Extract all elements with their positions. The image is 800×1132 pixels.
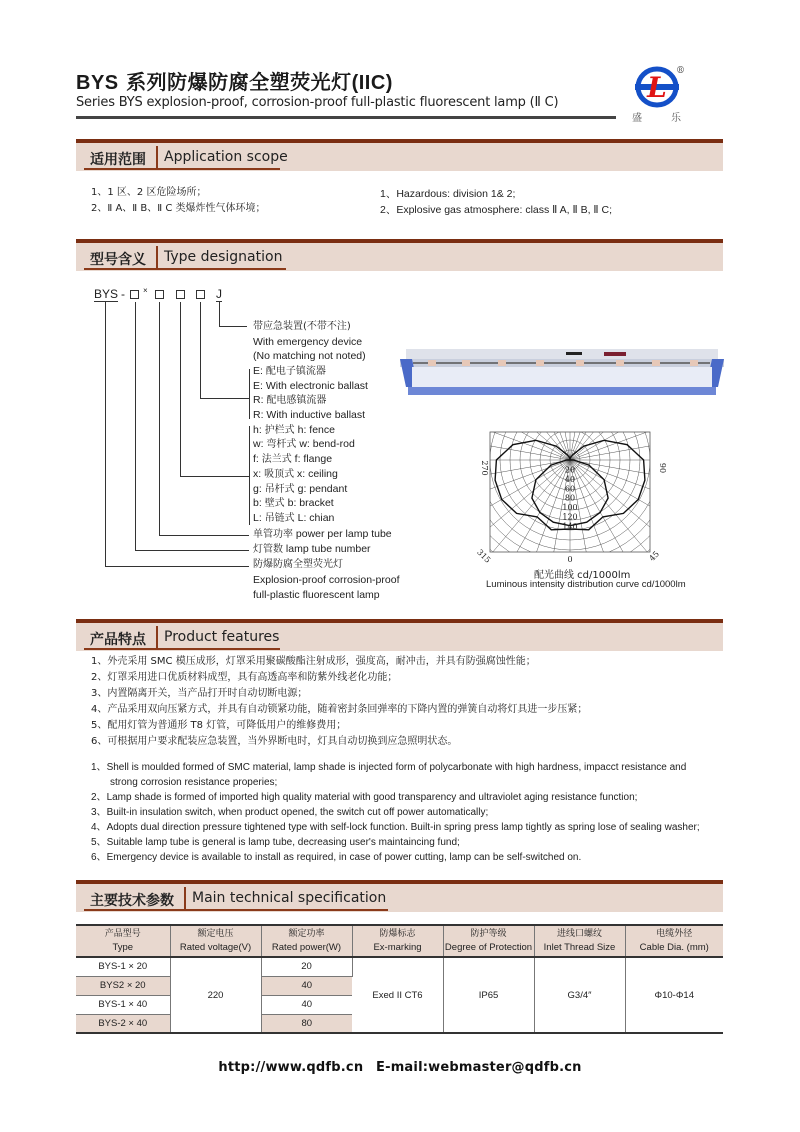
feature-en-continuation: strong corrosion resistance properies; [110, 777, 278, 788]
label-emergency-en: With emergency device [253, 336, 363, 348]
angle-label-90: 90 [658, 462, 667, 474]
connector-line [135, 550, 249, 551]
connector-line [180, 302, 181, 477]
angle-label-315: 315 [475, 547, 493, 565]
section-divider [184, 887, 186, 911]
spec-table [76, 924, 723, 1034]
feature-cn-item: 5、配用灯管为普通形 T8 灯管，可降低用户的维修费用； [91, 720, 347, 731]
label-product-en-1: Explosion-proof corrosion-proof [253, 574, 400, 586]
section-title-cn: 适用范围 [90, 152, 146, 168]
footer-url[interactable]: http://www.qdfb.cn [218, 1060, 364, 1075]
radial-tick-label: 120 [562, 512, 578, 522]
code-suffix: J [216, 287, 222, 301]
label-power: 单管功率 power per lamp tube [253, 528, 392, 540]
feature-cn-item: 3、内置隔离开关，当产品打开时自动切断电源； [91, 688, 308, 699]
label-emergency-cn: 带应急装置(不带不注) [253, 321, 351, 332]
section-title-en: Main technical specification [192, 890, 387, 906]
section-title-en: Product features [164, 629, 280, 645]
label-emergency-note: (No matching not noted) [253, 350, 366, 362]
connector-line [200, 302, 201, 399]
header-type: 产品型号 Type [76, 925, 170, 957]
connector-line [105, 302, 106, 567]
label-inductive-cn: R: 配电感镇流器 [253, 394, 327, 406]
feature-en-item: 5、Suitable lamp tube is general is lamp tube, decreasing user's maintaincing fund; [91, 837, 460, 848]
title-suffix: (IIC) [351, 72, 393, 94]
luminous-distribution-chart [470, 428, 670, 571]
cell-type: BYS-2 × 40 [76, 1014, 170, 1033]
feature-cn-item: 2、灯罩采用进口优质材料成型，具有高透高率和防紫外线老化功能； [91, 672, 398, 683]
section-divider [156, 626, 158, 650]
label-flange: f: 法兰式 f: flange [253, 453, 333, 465]
radial-tick-label: 80 [564, 493, 576, 503]
label-inductive-en: R: With inductive ballast [253, 409, 366, 421]
table-row [76, 957, 723, 976]
section-underline [84, 909, 388, 911]
section-underline [84, 268, 286, 270]
label-tube-number: 灯管数 lamp tube number [253, 543, 371, 555]
section-underline [84, 168, 280, 170]
header-protection: 防护等级 Degree of Protection [443, 925, 534, 957]
title-cn: 系列防爆防腐全塑荧光灯 [126, 70, 352, 94]
header-thread: 进线口螺纹 Inlet Thread Size [534, 925, 625, 957]
cell-cable: Φ10-Φ14 [625, 957, 723, 1033]
section-header-type [76, 239, 723, 271]
connector-line [180, 476, 249, 477]
footer-contact [0, 1060, 800, 1075]
radial-tick-label: 140 [562, 522, 578, 531]
header-voltage: 额定电压 Rated voltage(V) [170, 925, 261, 957]
bracket-line [249, 426, 250, 525]
feature-cn-item: 1、外壳采用 SMC 模压成形，灯罩采用聚碳酸酯注射成形，强度高，耐冲击，并具有防强腐蚀性能； [91, 656, 536, 667]
registered-mark: ® [676, 66, 685, 76]
angle-label-270: 270 [480, 460, 489, 476]
label-pendant: g: 吊杆式 g: pendant [253, 483, 348, 495]
logo-letter: L [647, 71, 667, 104]
title-prefix: BYS [76, 72, 119, 94]
cell-type: BYS-1 × 40 [76, 995, 170, 1014]
section-divider [156, 246, 158, 270]
application-en-1: 1、Hazardous: division 1& 2; [380, 188, 516, 200]
connector-line [159, 302, 160, 535]
code-box-tube-number [130, 290, 139, 299]
cell-power: 20 [261, 957, 352, 976]
radial-tick-label: 100 [562, 503, 578, 513]
feature-en-item: 4、Adopts dual direction pressure tightened type with self-lock function. Built-in spring press lamp tightly as spring lose of sealing washer; [91, 822, 700, 833]
section-divider [156, 146, 158, 170]
section-header-spec [76, 880, 723, 912]
angle-label-45: 45 [647, 549, 662, 564]
table-header-row [76, 925, 723, 957]
label-electronic-cn: E: 配电子镇流器 [253, 365, 326, 377]
cell-type: BYS2 × 20 [76, 976, 170, 995]
chart-subtitle: Luminous intensity distribution curve cd/1000lm [486, 579, 686, 590]
code-box-ballast [196, 290, 205, 299]
cell-type: BYS-1 × 20 [76, 957, 170, 976]
cell-thread: G3/4″ [534, 957, 625, 1033]
bracket-line [249, 369, 250, 419]
header-cable: 电缆外径 Cable Dia. (mm) [625, 925, 723, 957]
section-title-cn: 主要技术参数 [90, 893, 174, 909]
logo-text-left: 盛 [632, 113, 642, 124]
cell-power: 40 [261, 976, 352, 995]
angle-label-0: 0 [567, 555, 573, 564]
label-product-en-2: full-plastic fluorescent lamp [253, 589, 380, 601]
code-times: × [143, 286, 148, 295]
radial-tick-label: 60 [564, 484, 576, 494]
lamp-product-image [398, 343, 726, 403]
page-title [76, 66, 393, 95]
feature-en-item: 1、Shell is moulded formed of SMC material, lamp shade is injected form of polycarbonate with high hardness, impacct resistance and [91, 762, 687, 773]
cell-power: 40 [261, 995, 352, 1014]
code-box-power [155, 290, 164, 299]
cell-power: 80 [261, 1014, 352, 1033]
application-cn-1: 1、1 区、2 区危险场所； [91, 187, 207, 198]
section-underline [84, 648, 280, 650]
connector-line [159, 535, 249, 536]
feature-en-item: 6、Emergency device is available to install as required, in case of power cutting, lamp can be self-switched on. [91, 852, 582, 863]
section-title-en: Type designation [164, 249, 283, 265]
section-title-cn: 产品特点 [90, 632, 146, 648]
feature-en-item: 3、Built-in insulation switch, when product opened, the switch cut off power automatically; [91, 807, 489, 818]
chart-title: 配光曲线 cd/1000lm [534, 570, 631, 581]
application-cn-2: 2、Ⅱ A、Ⅱ B、Ⅱ C 类爆炸性气体环境； [91, 203, 266, 214]
label-chain: L: 吊链式 L: chian [253, 512, 335, 524]
logo-text-right: 乐 [671, 113, 681, 124]
cell-ex-marking: Exed II CT6 [352, 957, 443, 1033]
connector-line [219, 326, 247, 327]
label-ceiling: x: 吸顶式 x: ceiling [253, 468, 338, 480]
section-header-application [76, 139, 723, 171]
header-ex-marking: 防爆标志 Ex-marking [352, 925, 443, 957]
section-title-cn: 型号含义 [90, 252, 146, 268]
label-fence: h: 护栏式 h: fence [253, 424, 335, 436]
radial-tick-label: 20 [564, 465, 576, 475]
title-divider [76, 116, 616, 119]
section-header-features [76, 619, 723, 651]
section-title-en: Application scope [164, 149, 288, 165]
radial-tick-label: 40 [564, 474, 576, 484]
connector-line [105, 566, 249, 567]
feature-cn-item: 4、产品采用双向压紧方式，并具有自动锁紧功能，随着密封条回弹率的下降内置的弹簧自动将灯具进一步压紧； [91, 704, 588, 715]
connector-line [200, 398, 249, 399]
cell-voltage: 220 [170, 957, 261, 1033]
application-en-2: 2、Explosive gas atmosphere: class Ⅱ A, Ⅱ B, Ⅱ C; [380, 204, 613, 216]
label-product-cn: 防爆防腐全塑荧光灯 [253, 559, 343, 570]
feature-cn-item: 6、可根据用户要求配装应急装置，当外界断电时，灯具自动切换到应急照明状态。 [91, 736, 458, 747]
code-box-mount [176, 290, 185, 299]
connector-line [219, 302, 220, 327]
page-subtitle: Series BYS explosion-proof, corrosion-proof full-plastic fluorescent lamp (Ⅱ C) [76, 95, 559, 110]
header-power: 额定功率 Rated power(W) [261, 925, 352, 957]
connector-line [135, 302, 136, 551]
footer-email[interactable]: E-mail:webmaster@qdfb.cn [376, 1060, 582, 1075]
code-prefix: BYS [94, 287, 119, 301]
label-bracket: b: 壁式 b: bracket [253, 497, 334, 509]
cell-protection: IP65 [443, 957, 534, 1033]
label-electronic-en: E: With electronic ballast [253, 380, 368, 392]
feature-en-item: 2、Lamp shade is formed of imported high quality material with good transparency and ultraviolet aging resistance function; [91, 792, 638, 803]
code-dash: - [121, 287, 125, 301]
label-bend-rod: w: 弯杆式 w: bend-rod [253, 438, 355, 450]
